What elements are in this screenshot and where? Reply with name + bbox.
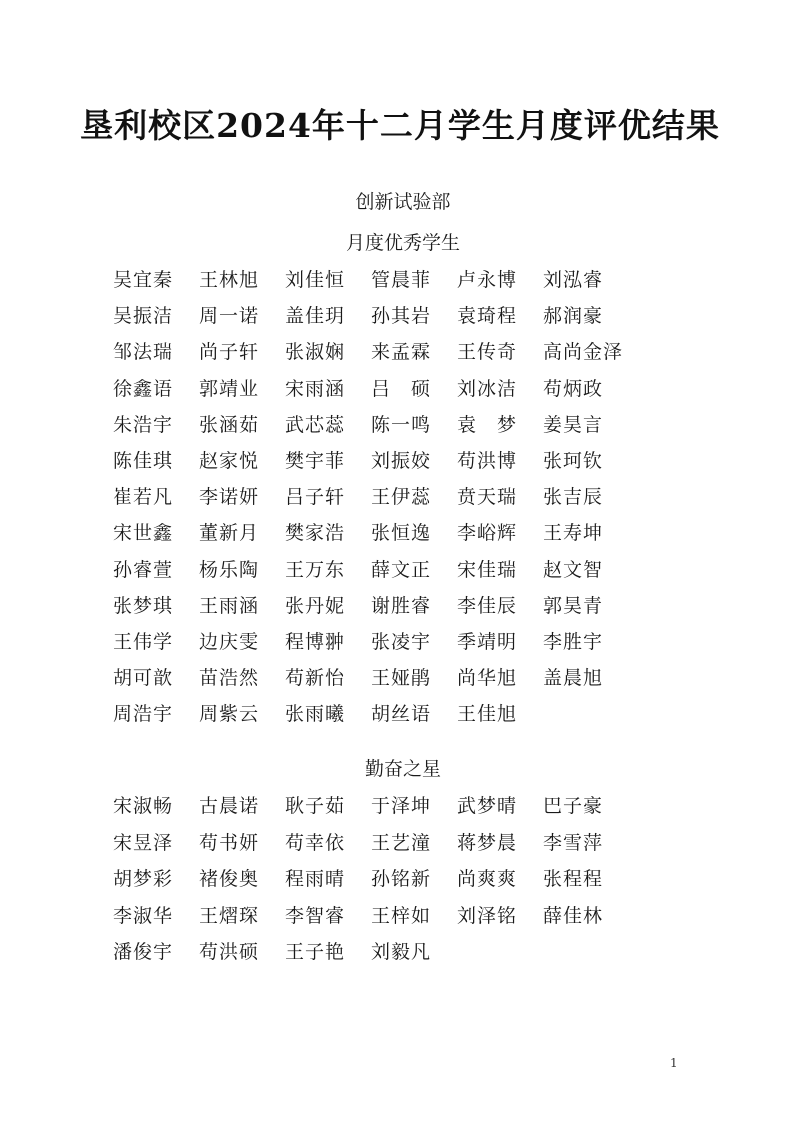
student-name: 张程程 bbox=[543, 868, 604, 890]
name-row bbox=[113, 588, 753, 624]
student-name: 王万东 bbox=[285, 558, 346, 581]
name-row bbox=[113, 624, 753, 660]
student-name: 宋世鑫 bbox=[113, 522, 174, 545]
student-name: 张涵茹 bbox=[199, 413, 260, 436]
student-name: 苟洪硕 bbox=[199, 941, 260, 963]
student-name: 孙铭新 bbox=[371, 868, 432, 890]
student-name: 张丹妮 bbox=[285, 594, 346, 617]
student-name: 程博翀 bbox=[285, 630, 346, 653]
student-name: 薛文正 bbox=[371, 558, 432, 581]
student-name: 崔若凡 bbox=[113, 486, 174, 509]
student-name: 王佳旭 bbox=[457, 703, 518, 726]
student-name: 王寿坤 bbox=[543, 522, 604, 545]
student-name: 张恒逸 bbox=[371, 522, 432, 545]
section-heading-excellent-students: 月度优秀学生 bbox=[345, 232, 460, 254]
student-name: 李雪萍 bbox=[543, 831, 604, 854]
student-name: 吴振洁 bbox=[113, 305, 174, 328]
student-name: 张雨曦 bbox=[285, 703, 346, 726]
student-name: 姜昊言 bbox=[543, 413, 604, 436]
student-name: 宋昱泽 bbox=[113, 831, 174, 854]
student-name: 苟新怡 bbox=[285, 667, 346, 690]
student-name: 袁琦程 bbox=[457, 305, 518, 328]
page-number: 1 bbox=[670, 1056, 678, 1070]
student-name: 贲天瑞 bbox=[457, 486, 518, 509]
student-name: 潘俊宇 bbox=[113, 941, 174, 963]
student-name: 耿子茹 bbox=[285, 795, 346, 817]
student-name: 董新月 bbox=[199, 522, 260, 545]
student-name: 郝润豪 bbox=[543, 305, 604, 328]
student-name: 王传奇 bbox=[457, 341, 518, 364]
student-name: 赵文智 bbox=[543, 558, 604, 581]
student-name: 盖晨旭 bbox=[543, 667, 604, 690]
student-name: 李胜宇 bbox=[543, 630, 604, 653]
student-name: 高尚金泽 bbox=[543, 341, 624, 364]
student-name: 刘泽铭 bbox=[457, 904, 518, 927]
document-title: 垦利校区2024年十二月学生月度评优结果 bbox=[80, 106, 720, 145]
student-name: 张吉辰 bbox=[543, 486, 604, 509]
student-name: 来孟霖 bbox=[371, 341, 432, 364]
student-name: 王伟学 bbox=[113, 630, 174, 653]
student-name: 苗浩然 bbox=[199, 667, 260, 690]
name-row bbox=[113, 298, 753, 334]
student-name: 周紫云 bbox=[199, 703, 260, 726]
name-row bbox=[113, 861, 753, 898]
student-name: 朱浩宇 bbox=[113, 413, 174, 436]
student-name: 邹法瑞 bbox=[113, 341, 174, 364]
student-name: 王娅鹃 bbox=[371, 667, 432, 690]
student-name: 李峪辉 bbox=[457, 522, 518, 545]
student-name: 管晨菲 bbox=[371, 269, 432, 291]
name-row bbox=[113, 788, 753, 825]
student-name: 蒋梦晨 bbox=[457, 831, 518, 854]
student-name: 卢永博 bbox=[457, 269, 518, 291]
student-name: 徐鑫语 bbox=[113, 377, 174, 400]
student-name: 于泽坤 bbox=[371, 795, 432, 817]
student-name: 古晨诺 bbox=[199, 795, 260, 817]
name-row bbox=[113, 552, 753, 588]
name-row bbox=[113, 407, 753, 443]
student-name: 李智睿 bbox=[285, 904, 346, 927]
section-heading-diligent-stars: 勤奋之星 bbox=[364, 758, 441, 780]
student-name: 宋雨涵 bbox=[285, 377, 346, 400]
student-name: 胡丝语 bbox=[371, 703, 432, 726]
student-name: 李佳辰 bbox=[457, 594, 518, 617]
student-name: 薛佳林 bbox=[543, 904, 604, 927]
name-row bbox=[113, 262, 753, 298]
student-name: 尚子轩 bbox=[199, 341, 260, 364]
student-name: 吴宜秦 bbox=[113, 269, 174, 291]
student-name: 刘毅凡 bbox=[371, 941, 432, 963]
student-name: 巴子豪 bbox=[543, 795, 604, 817]
student-name: 陈一鸣 bbox=[371, 413, 432, 436]
student-name: 樊家浩 bbox=[285, 522, 346, 545]
department-heading: 创新试验部 bbox=[355, 191, 451, 213]
excellent-students-list bbox=[113, 262, 753, 732]
name-row bbox=[113, 515, 753, 551]
name-row bbox=[113, 660, 753, 696]
name-row bbox=[113, 371, 753, 407]
student-name: 王熠琛 bbox=[199, 904, 260, 927]
student-name: 李淑华 bbox=[113, 904, 174, 927]
student-name: 吕子轩 bbox=[285, 486, 346, 509]
student-name: 程雨晴 bbox=[285, 868, 346, 890]
student-name: 宋淑畅 bbox=[113, 795, 174, 817]
student-name: 周一诺 bbox=[199, 305, 260, 328]
student-name: 吕 硕 bbox=[371, 377, 432, 400]
student-name: 刘泓睿 bbox=[543, 269, 604, 291]
student-name: 张梦琪 bbox=[113, 594, 174, 617]
student-name: 张珂钦 bbox=[543, 449, 604, 472]
student-name: 樊宇菲 bbox=[285, 449, 346, 472]
student-name: 武梦晴 bbox=[457, 795, 518, 817]
student-name: 王梓如 bbox=[371, 904, 432, 927]
student-name: 王艺潼 bbox=[371, 831, 432, 854]
name-row bbox=[113, 334, 753, 370]
name-row bbox=[113, 443, 753, 479]
student-name: 苟炳政 bbox=[543, 377, 604, 400]
student-name: 张凌宇 bbox=[371, 630, 432, 653]
student-name: 袁 梦 bbox=[457, 413, 518, 436]
student-name: 盖佳玥 bbox=[285, 305, 346, 328]
student-name: 边庆雯 bbox=[199, 630, 260, 653]
student-name: 武芯蕊 bbox=[285, 413, 346, 436]
student-name: 郭昊青 bbox=[543, 594, 604, 617]
student-name: 刘振姣 bbox=[371, 449, 432, 472]
student-name: 褚俊奥 bbox=[199, 868, 260, 890]
student-name: 陈佳琪 bbox=[113, 449, 174, 472]
student-name: 孙睿萱 bbox=[113, 558, 174, 581]
name-row bbox=[113, 479, 753, 515]
student-name: 王子艳 bbox=[285, 941, 346, 963]
name-row bbox=[113, 825, 753, 862]
student-name: 刘冰洁 bbox=[457, 377, 518, 400]
student-name: 王雨涵 bbox=[199, 594, 260, 617]
student-name: 李诺妍 bbox=[199, 486, 260, 509]
name-row bbox=[113, 898, 753, 935]
student-name: 尚爽爽 bbox=[457, 868, 518, 890]
student-name: 季靖明 bbox=[457, 630, 518, 653]
student-name: 苟书妍 bbox=[199, 831, 260, 854]
name-row bbox=[113, 696, 753, 732]
student-name: 郭靖业 bbox=[199, 377, 260, 400]
student-name: 宋佳瑞 bbox=[457, 558, 518, 581]
student-name: 苟幸依 bbox=[285, 831, 346, 854]
name-row bbox=[113, 934, 753, 971]
student-name: 孙其岩 bbox=[371, 305, 432, 328]
student-name: 胡梦彩 bbox=[113, 868, 174, 890]
student-name: 谢胜睿 bbox=[371, 594, 432, 617]
student-name: 王林旭 bbox=[199, 269, 260, 291]
student-name: 周浩宇 bbox=[113, 703, 174, 726]
student-name: 杨乐陶 bbox=[199, 558, 260, 581]
student-name: 尚华旭 bbox=[457, 667, 518, 690]
student-name: 王伊蕊 bbox=[371, 486, 432, 509]
student-name: 苟洪博 bbox=[457, 449, 518, 472]
diligent-stars-list bbox=[113, 788, 753, 971]
student-name: 刘佳恒 bbox=[285, 269, 346, 291]
student-name: 张淑娴 bbox=[285, 341, 346, 364]
student-name: 赵家悦 bbox=[199, 449, 260, 472]
student-name: 胡可歆 bbox=[113, 667, 174, 690]
